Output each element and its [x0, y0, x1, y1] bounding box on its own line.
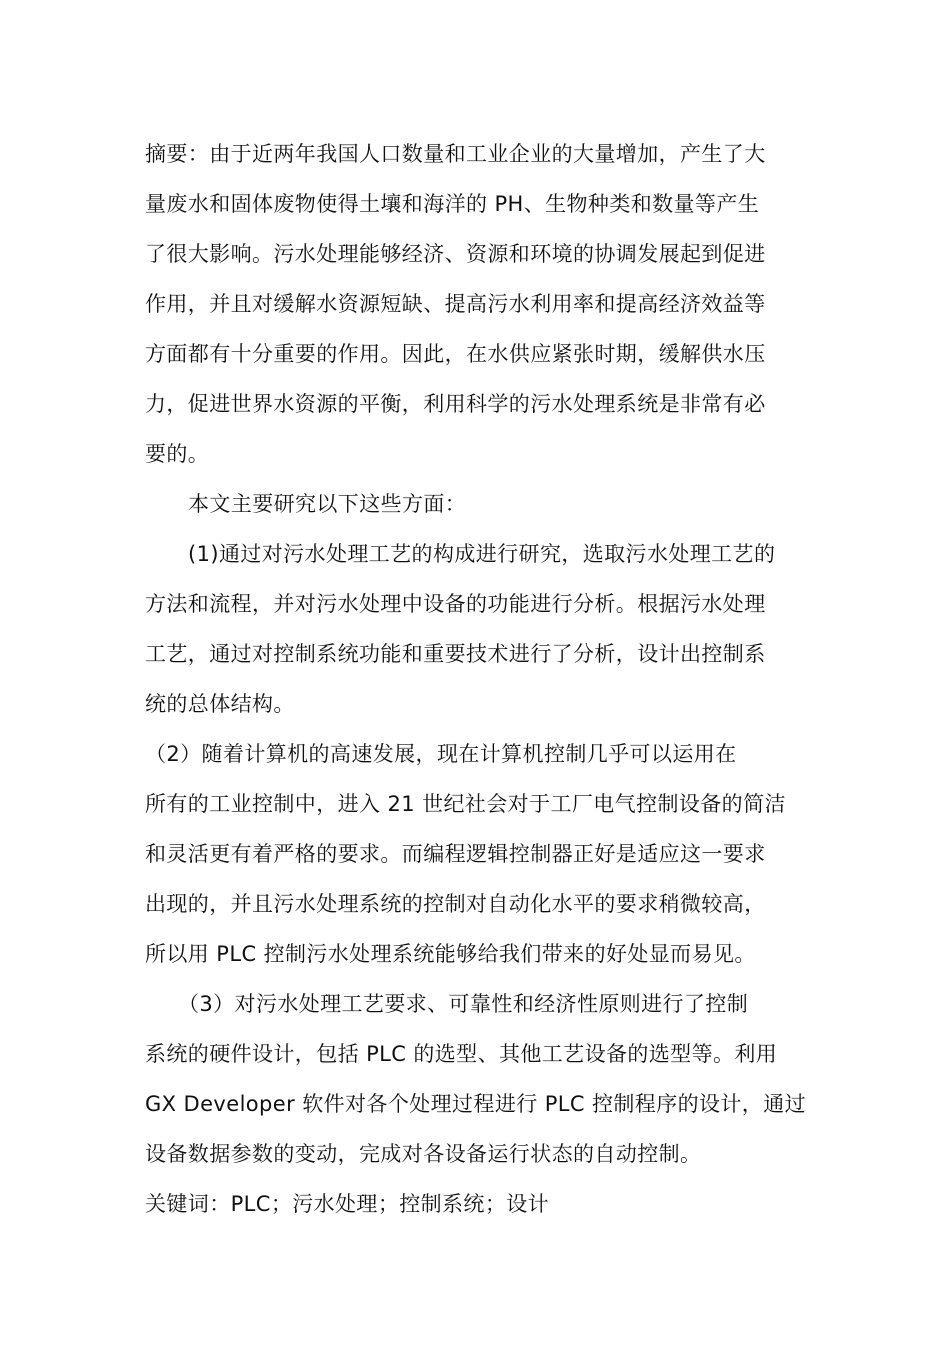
point-1-line: (1)通过对污水处理工艺的构成进行研究，选取污水处理工艺的: [188, 542, 776, 566]
abstract-line: 要的。: [145, 442, 210, 466]
intro-line: 本文主要研究以下这些方面：: [188, 492, 467, 516]
point-2-line: 和灵活更有着严格的要求。而编程逻辑控制器正好是适应这一要求: [145, 842, 766, 866]
abstract-line: 摘要：由于近两年我国人口数量和工业企业的大量增加，产生了大: [145, 142, 766, 166]
point-2-line: 出现的，并且污水处理系统的控制对自动化水平的要求稍微较高，: [145, 892, 766, 916]
point-1-line: 方法和流程，并对污水处理中设备的功能进行分析。根据污水处理: [145, 592, 766, 616]
point-2-line: 所以用 PLC 控制污水处理系统能够给我们带来的好处显而易见。: [145, 942, 756, 966]
abstract-line: 了很大影响。污水处理能够经济、资源和环境的协调发展起到促进: [145, 242, 766, 266]
abstract-line: 方面都有十分重要的作用。因此，在水供应紧张时期，缓解供水压: [145, 342, 766, 366]
point-2-line: （2）随着计算机的高速发展，现在计算机控制几乎可以运用在: [145, 742, 737, 766]
point-2-line: 所有的工业控制中，进入 21 世纪社会对于工厂电气控制设备的简洁: [145, 792, 786, 816]
abstract-line: 作用，并且对缓解水资源短缺、提高污水利用率和提高经济效益等: [145, 292, 766, 316]
point-1-line: 工艺，通过对控制系统功能和重要技术进行了分析，设计出控制系: [145, 642, 766, 666]
point-3-line: 设备数据参数的变动，完成对各设备运行状态的自动控制。: [145, 1142, 702, 1166]
point-1-line: 统的总体结构。: [145, 692, 295, 716]
keywords-line: 关键词：PLC；污水处理；控制系统；设计: [145, 1192, 550, 1216]
abstract-line: 量废水和固体废物使得土壤和海洋的 PH、生物种类和数量等产生: [145, 192, 760, 216]
point-3-line: （3）对污水处理工艺要求、可靠性和经济性原则进行了控制: [178, 992, 749, 1016]
point-3-line: GX Developer 软件对各个处理过程进行 PLC 控制程序的设计，通过: [145, 1092, 806, 1116]
abstract-line: 力，促进世界水资源的平衡，利用科学的污水处理系统是非常有必: [145, 392, 766, 416]
point-3-line: 系统的硬件设计，包括 PLC 的选型、其他工艺设备的选型等。利用: [145, 1042, 778, 1066]
